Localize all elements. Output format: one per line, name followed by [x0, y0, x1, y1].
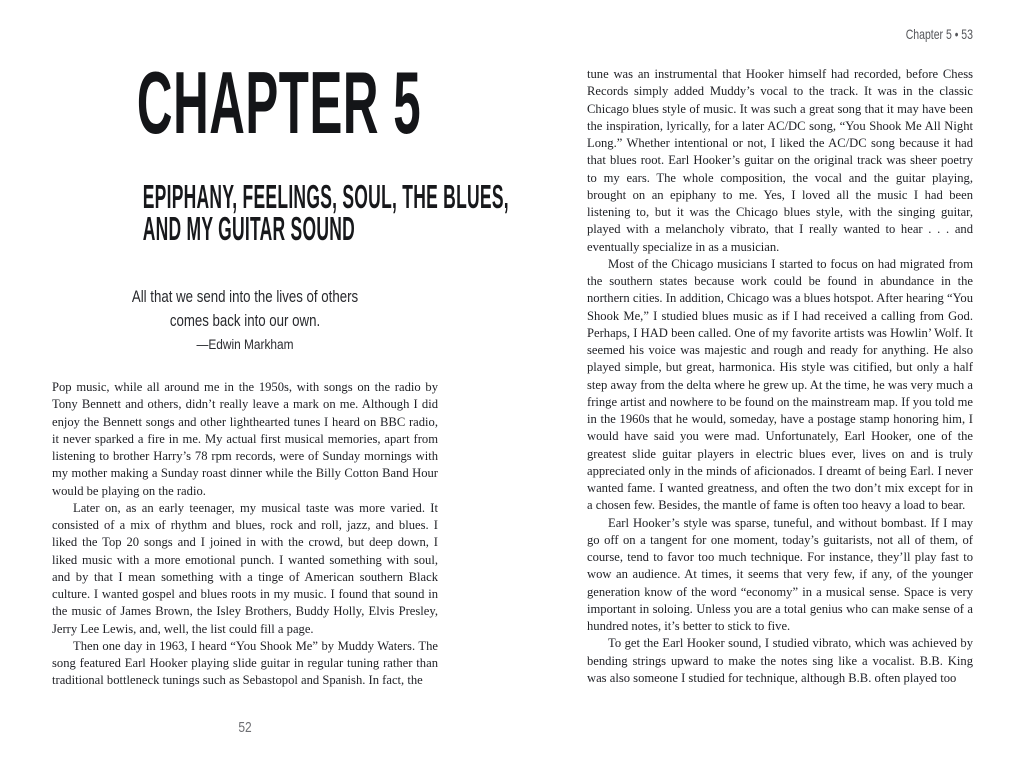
left-page	[52, 0, 509, 768]
chapter-subtitle-line-2: AND MY GUITAR SOUND	[142, 210, 356, 247]
left-page-body	[52, 379, 438, 690]
running-header: Chapter 5 • 53	[905, 26, 973, 42]
chapter-subtitle	[52, 178, 509, 247]
page-number-folio: 52	[238, 719, 252, 736]
paragraph: To get the Earl Hooker sound, I studied vibrato, which was achieved by bending strings upward to make the notes sing like a vocalist. B.B. King was also someone I studied for technique, although B.B. often played too	[587, 636, 973, 685]
paragraph: Earl Hooker’s style was sparse, tuneful, and without bombast. If I may go off on a tangent for one moment, today’s guitarists, not all of them, of course, tend to favor too much technique. For instance, they’ll play fast to wow an audience. At times, it seems that very few, if any, of the younger generation know of the word “economy” in a musical sense. Space is very important in soloing. Unless you are a total genius who can make sense of a hundred notes, it’s better to stick to five.	[587, 515, 973, 633]
epigraph	[52, 285, 438, 356]
paragraph: Most of the Chicago musicians I started to focus on had migrated from the southern states because work could be found in abundance in the northern cities. In addition, Chicago was a blues hotspot. After hearing “You Shook Me,” I studied blues music as if I had received a calling from God. Perhaps, I HAD been called. One of my favorite artists was Howlin’ Wolf. It seemed his voice was majestic and rough and ready for anything. He also played simple, but great, harmonica. His style was citified, but only a half step away from the delta where he grew up. At the time, he was very much a fringe artist and nowhere to be found on the mainstream map. If you told me in the 1960s that he would, someday, have a postage stamp honoring him, I would have said you were mad. Unfortunately, Earl Hooker, one of the greatest slide guitar players in electric blues ever, lives on and is truly appreciated only in the minds of aficionados. I dreamt of being Earl. I never wanted fame. I wanted greatness, and often the two don’t mix except for in a chosen few. Besides, the mantle of fame is often too heavy a load to bear.	[587, 256, 973, 513]
paragraph: Then one day in 1963, I heard “You Shook Me” by Muddy Waters. The song featured Earl Hooker playing slide guitar in regular tuning rather than traditional bottleneck tunings such as Sebastopol and Spanish. In fact, the	[52, 638, 438, 688]
chapter-subtitle-line-1: EPIPHANY, FEELINGS, SOUL, THE BLUES,	[142, 178, 509, 215]
epigraph-attribution: —Edwin Markham	[196, 337, 294, 352]
epigraph-line-2: comes back into our own.	[169, 311, 321, 330]
right-page	[587, 0, 973, 768]
paragraph: Later on, as an early teenager, my musical taste was more varied. It consisted of a mix of rhythm and blues, rock and roll, jazz, and blues. I liked the Top 20 songs and I joined in with the crowd, but deep down, I liked music with a more emotional punch. I wanted something with soul, and by that I mean something with a tinge of American southern Black culture. I wanted gospel and blues roots in my music. I found that sound in the music of James Brown, the Isley Brothers, Buddy Holly, Elvis Presley, Jerry Lee Lewis, and, well, the list could fill a page.	[52, 500, 438, 636]
epigraph-line-1: All that we send into the lives of others	[131, 287, 359, 306]
paragraph: Pop music, while all around me in the 1950s, with songs on the radio by Tony Bennett and others, didn’t really leave a mark on me. Although I did enjoy the Bennett songs and other lighthearted tunes I heard on BBC radio, it never sparked a fire in me. My actual first musical memories, apart from listening to brother Harry’s 78 rpm records, were of Sunday mornings with my mother making a Sunday roast dinner while the Billy Cotton Band Hour would be playing on the radio.	[52, 380, 438, 498]
right-page-body	[587, 66, 973, 687]
chapter-heading: CHAPTER 5	[136, 53, 422, 152]
paragraph: tune was an instrumental that Hooker himself had recorded, before Chess Records simply added Muddy’s vocal to the track. It was in the classic Chicago blues style of music. It was such a great song that it may have been the inspiration, lyrically, for a later AC/DC song, “You Shook Me All Night Long.” Whether intentional or not, I liked the AC/DC song because it had that blues root. Earl Hooker’s guitar on the original track was sheer poetry to my ears. The whole composition, the vocal and the guitar playing, brought on an epiphany to me. Yes, I loved all the music I had been listening to, but it was the Chicago blues style, with the singing guitar, played with a melancholy vibrato, that I really wanted to hear . . . and eventually specialize in as a musician.	[587, 67, 973, 254]
